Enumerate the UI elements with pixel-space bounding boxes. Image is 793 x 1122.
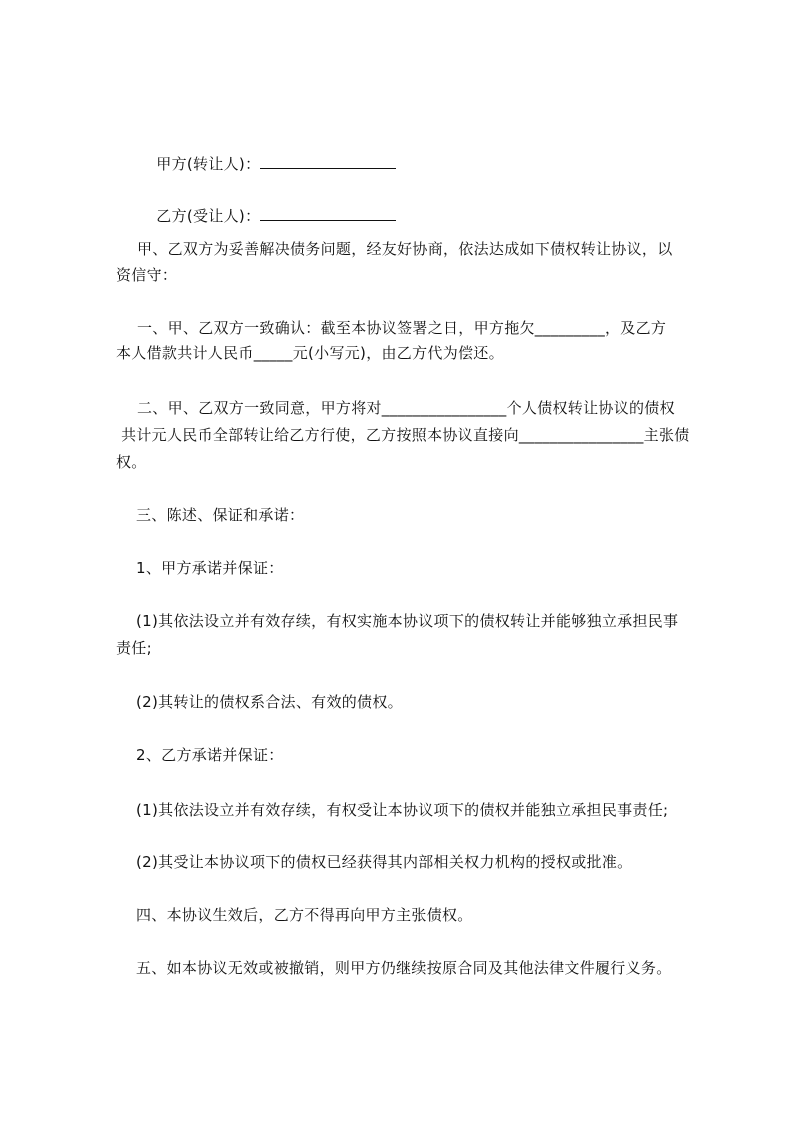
clause-1-line-2: 本人借款共计人民币_____元(小写元)，由乙方代为偿还。 [116, 344, 504, 362]
party-b-name-blank[interactable] [260, 204, 396, 221]
intro-line-1: 甲、乙双方为妥善解决债务问题，经友好协商，依法达成如下债权转让协议，以 [137, 240, 673, 258]
party-b-item-1: (1)其依法设立并有效存续，有权受让本协议项下的债权并能独立承担民事责任; [136, 801, 669, 819]
intro-line-2: 资信守： [116, 266, 178, 284]
party-b-line [136, 184, 396, 246]
party-a-item-2: (2)其转让的债权系合法、有效的债权。 [136, 693, 403, 711]
clause-2-line-3: 权。 [116, 453, 147, 471]
clause-1-line-1: 一、甲、乙双方一致确认：截至本协议签署之日，甲方拖欠_________，及乙方 [137, 319, 667, 337]
party-a-item-1-line-1: (1)其依法设立并有效存续，有权实施本协议项下的债权转让并能够独立承担民事 [136, 612, 679, 630]
party-a-item-1-line-2: 责任; [116, 639, 152, 657]
party-b-promise-heading: 2、乙方承诺并保证： [136, 746, 284, 764]
clause-2-line-1: 二、甲、乙双方一致同意，甲方将对________________个人债权转让协议的债权 [137, 399, 675, 417]
party-a-promise-heading: 1、甲方承诺并保证： [136, 559, 284, 577]
party-a-name-blank[interactable] [260, 152, 396, 169]
clause-3-heading: 三、陈述、保证和承诺： [136, 506, 305, 524]
party-a-label: 甲方(转让人)： [156, 155, 261, 173]
party-b-item-2: (2)其受让本协议项下的债权已经获得其内部相关权力机构的授权或批准。 [136, 853, 633, 871]
clause-4: 四、本协议生效后，乙方不得再向甲方主张债权。 [136, 906, 473, 924]
clause-2-line-2: 共计元人民币全部转让给乙方行使，乙方按照本协议直接向________________主张债 [116, 426, 690, 444]
party-b-label: 乙方(受让人)： [156, 207, 261, 225]
clause-5: 五、如本协议无效或被撤销，则甲方仍继续按原合同及其他法律文件履行义务。 [136, 959, 672, 977]
